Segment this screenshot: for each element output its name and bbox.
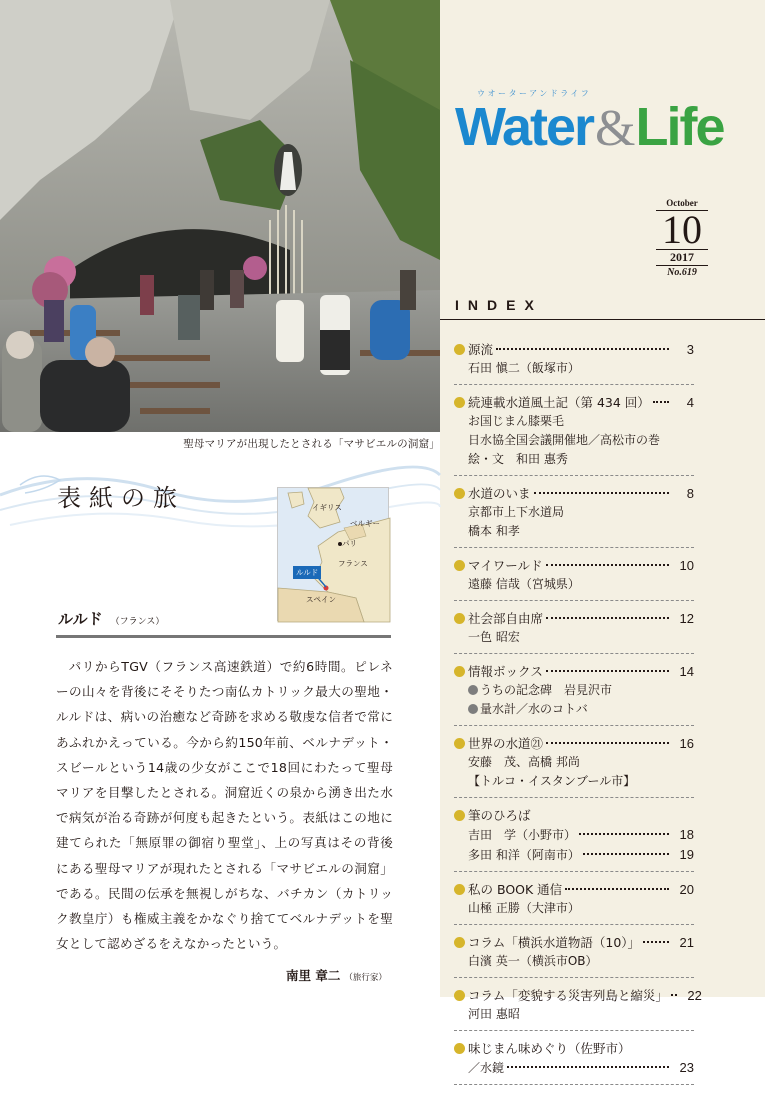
logo-ampersand: & — [595, 100, 634, 157]
logo-life: Life — [635, 97, 724, 157]
index-item-heading — [454, 986, 702, 1005]
index-item-sub: 京都市上下水道局 — [468, 505, 565, 519]
issue-month: October — [656, 198, 708, 211]
index-item-heading — [454, 806, 694, 825]
article-paragraph: パリからTGV（フランス高速鉄道）で約6時間。ピレネーの山々を背後にそそりたつ南仏カトリック最大の聖地・ルルドは、病いの治癒など奇跡を求める敬虔な信者で常にあふれかえっている。今から約150年前、ベルナデット・スビールという14歳の少女がここで18回にわたって聖母マリアを目撃したとされる。洞窟近くの泉から湧き出た水で病気が治る奇跡が何度も起きたという。表紙はこの地に建てられた「無原罪の御宿り聖堂」、上の写真はその背後にある聖母マリアが現れたとされる「マサビエルの洞窟」である。民間の伝承を無視しがちな、バチカン（カトリック教皇庁）も権威主義をかなぐり捨ててベルナデットを聖女として認めざるをえなかったという。 — [56, 659, 393, 952]
index-item-page: 18 — [679, 827, 694, 842]
index-item-heading — [454, 880, 694, 899]
index-item-page: 8 — [686, 486, 694, 501]
bullet-icon — [454, 990, 465, 1001]
index-item-sub — [454, 700, 694, 719]
place-name: ルルド — [58, 610, 103, 628]
index-item-label: 源流 — [468, 342, 494, 357]
index-item-label: 続連載水道風土記（第 434 回） — [468, 395, 650, 410]
index-item-label: コラム「変貌する災害列島と縮災」 — [468, 988, 668, 1003]
index-item-page: 4 — [686, 395, 694, 410]
dot-leader — [643, 941, 669, 943]
dot-leader — [579, 833, 669, 835]
index-item-heading — [454, 340, 694, 359]
sub-bullet-icon — [468, 685, 478, 695]
index-item — [454, 340, 694, 385]
index-item-sub-text: ／水鏡 — [468, 1061, 505, 1075]
sub-bullet-icon — [468, 704, 478, 714]
index-item-heading — [454, 734, 694, 753]
index-item-sub — [454, 825, 694, 845]
map-label-belgium: ベルギー — [350, 519, 380, 528]
bullet-icon — [454, 810, 465, 821]
bullet-icon — [454, 488, 465, 499]
issue-no: No.619 — [667, 267, 697, 278]
author-role: （旅行家） — [344, 973, 387, 983]
index-title: INDEX — [455, 297, 543, 313]
logo-ruby: ウオーターアンドライフ — [477, 89, 592, 98]
dot-leader — [671, 994, 677, 996]
index-item-heading — [454, 609, 694, 628]
index-item-page: 10 — [679, 558, 694, 573]
index-item-sub-text: 多田 和洋（阿南市） — [468, 848, 580, 862]
index-item-label: 私の BOOK 通信 — [468, 882, 563, 897]
index-item-page: 20 — [679, 882, 694, 897]
bullet-icon — [454, 1043, 465, 1054]
index-item-label: 筆のひろば — [468, 808, 531, 823]
index-item — [454, 1039, 694, 1085]
issue-info — [656, 198, 708, 280]
index-item-sub: 【トルコ・イスタンブール市】 — [468, 774, 636, 788]
index-item-sub: 遠藤 信哉（宮城県） — [468, 577, 580, 591]
index-item-sub: 一色 昭宏 — [468, 630, 520, 644]
bullet-icon — [454, 397, 465, 408]
index-item-sub-text: 量水計／水のコトバ — [480, 702, 588, 716]
logo-wordmark — [455, 96, 724, 160]
index-item-page: 19 — [679, 847, 694, 862]
index-item-page: 21 — [679, 935, 694, 950]
index-item-label: マイワールド — [468, 558, 543, 573]
index-item-label: コラム「横浜水道物語（10）」 — [468, 935, 641, 950]
bullet-icon — [454, 738, 465, 749]
author-name: 南里 章二 — [286, 968, 341, 983]
bullet-icon — [454, 613, 465, 624]
bullet-icon — [454, 666, 465, 677]
article-title: 表紙の旅 — [57, 484, 185, 512]
index-item-sub: 石田 愼二（飯塚市） — [468, 361, 580, 375]
bullet-icon — [454, 937, 465, 948]
dot-leader — [496, 348, 669, 350]
map-label-france: フランス — [338, 559, 368, 568]
dot-leader — [583, 853, 669, 855]
index-list — [454, 340, 702, 1093]
index-item-sub: 絵・文 和田 惠秀 — [468, 452, 568, 466]
dot-leader — [546, 564, 669, 566]
place-country: （フランス） — [110, 617, 165, 627]
index-item-sub: お国じまん膝栗毛 — [468, 414, 565, 428]
dot-leader — [565, 888, 669, 890]
index-item-sub: 河田 惠昭 — [468, 1007, 520, 1021]
dot-leader — [507, 1066, 669, 1068]
index-item-label: 社会部自由席 — [468, 611, 544, 626]
index-item — [454, 734, 694, 798]
index-item-heading — [454, 484, 694, 503]
index-item-sub: 山極 正勝（大津市） — [468, 901, 580, 915]
index-item-page: 22 — [687, 988, 702, 1003]
index-item-sub — [454, 845, 694, 865]
index-item-sub — [454, 681, 694, 700]
index-item-heading — [454, 933, 694, 952]
magazine-logo — [455, 88, 755, 168]
index-item-heading — [454, 662, 694, 681]
issue-year: 2017 — [656, 250, 708, 266]
index-item-sub: 安藤 茂、高橋 邦尚 — [468, 755, 580, 769]
dot-leader — [546, 670, 669, 672]
index-item — [454, 880, 694, 925]
index-item-heading — [454, 1039, 694, 1058]
cover-photo-caption: 聖母マリアが出現したとされる「マサビエルの洞窟」 — [183, 438, 440, 450]
index-item-heading — [454, 556, 694, 575]
index-item — [454, 393, 694, 476]
index-item-page: 23 — [679, 1060, 694, 1075]
dot-leader — [653, 401, 669, 403]
dot-leader — [546, 617, 669, 619]
map-label-uk: イギリス — [312, 503, 342, 512]
place-heading — [58, 608, 164, 629]
map-label-lourdes: ルルド — [293, 566, 321, 579]
map-label-spain: スペイン — [306, 595, 336, 604]
index-item-sub: 橋本 和孝 — [468, 524, 520, 538]
place-divider — [56, 635, 391, 638]
cover-photo — [0, 0, 440, 432]
bullet-icon — [454, 344, 465, 355]
index-item-sub-text: うちの記念碑 岩見沢市 — [480, 683, 613, 697]
index-item — [454, 609, 694, 654]
index-item-page: 12 — [679, 611, 694, 626]
index-item-heading — [454, 393, 694, 412]
index-item — [454, 986, 702, 1031]
logo-water: Water — [455, 97, 594, 157]
index-item-sub: 日水協全国会議開催地／高松市の巻 — [468, 433, 661, 447]
index-item — [454, 806, 694, 872]
index-item-label: 世界の水道㉑ — [468, 736, 544, 751]
bullet-icon — [454, 560, 465, 571]
index-item-label: 水道のいま — [468, 486, 531, 501]
index-divider — [440, 319, 765, 320]
index-item-page: 16 — [679, 736, 694, 751]
grotto-photo-illustration — [0, 0, 440, 432]
index-item-label: 情報ボックス — [468, 664, 543, 679]
dot-leader — [546, 742, 669, 744]
index-item — [454, 662, 694, 726]
issue-number: 10 — [656, 211, 708, 250]
index-item-label: 味じまん味めぐり（佐野市） — [468, 1041, 631, 1056]
index-item-sub: 白濱 英一（横浜市OB） — [468, 954, 598, 968]
article-body — [56, 654, 393, 956]
article-author — [286, 966, 387, 984]
dot-leader — [534, 492, 669, 494]
index-item-sub-text: 吉田 学（小野市） — [468, 828, 577, 842]
index-item-page: 3 — [686, 342, 694, 357]
location-map — [277, 487, 389, 621]
index-item — [454, 933, 694, 978]
index-item — [454, 556, 694, 601]
index-item-page: 14 — [679, 664, 694, 679]
bullet-icon — [454, 884, 465, 895]
map-label-paris: パリ — [342, 539, 357, 548]
index-item — [454, 484, 694, 548]
index-item-sub — [454, 1058, 694, 1078]
